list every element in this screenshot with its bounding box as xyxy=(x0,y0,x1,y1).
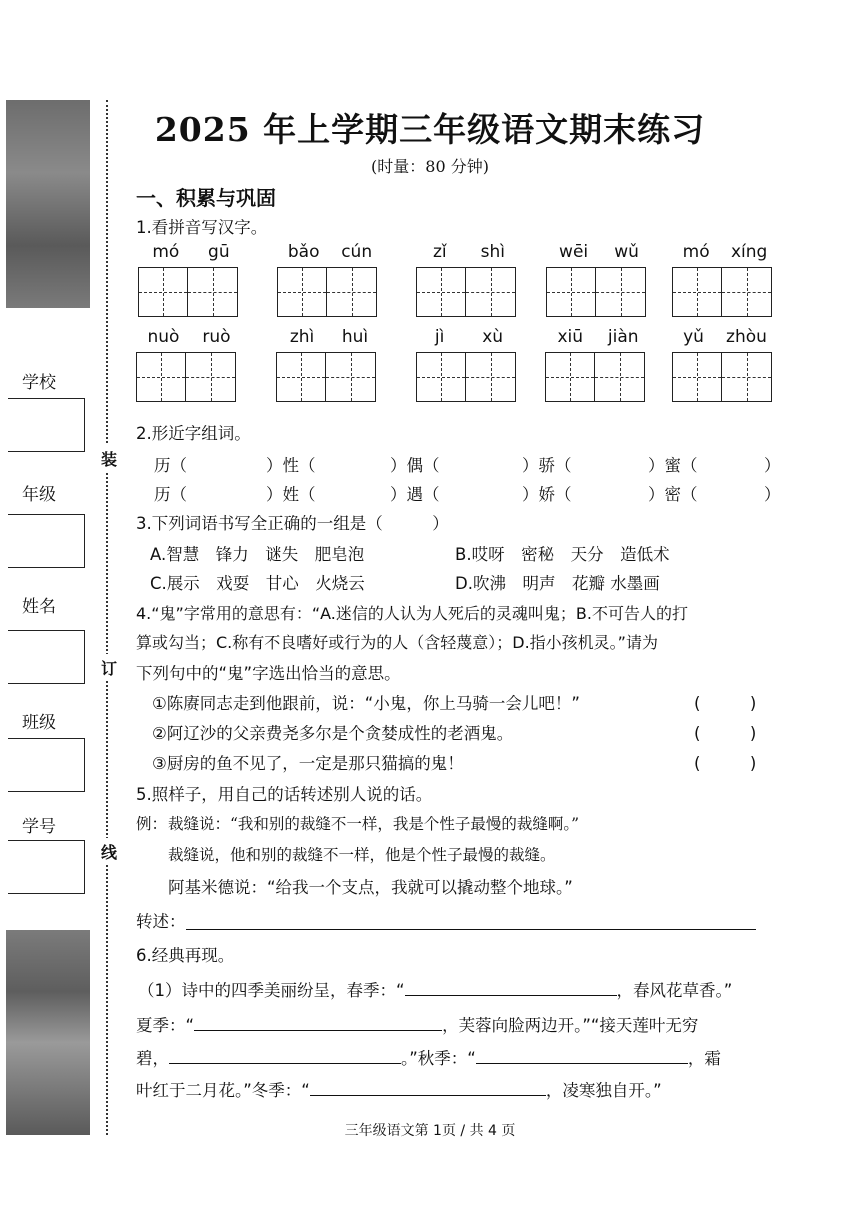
char-cell[interactable] xyxy=(138,267,188,317)
q6-title: 6.经典再现。 xyxy=(136,946,235,965)
exam-duration: (时量：80 分钟) xyxy=(371,157,489,176)
q6-blank-5[interactable] xyxy=(310,1081,546,1096)
pinyin-group-6: nuò ruò xyxy=(136,327,242,402)
char-cell[interactable] xyxy=(416,352,466,402)
name-field[interactable] xyxy=(8,630,85,684)
pinyin-group-5: mó xíng xyxy=(672,242,778,317)
pinyin-group-10: yǔ zhòu xyxy=(672,327,778,402)
q6-blank-2[interactable] xyxy=(194,1016,442,1031)
pinyin-group-7: zhì huì xyxy=(276,327,382,402)
pinyin-group-9: xiū jiàn xyxy=(545,327,651,402)
q4-item-3: ③厨房的鱼不见了，一定是那只猫搞的鬼！ xyxy=(152,754,464,773)
q6-line-1: （1）诗中的四季美丽纷呈，春季：“ ，春风花草香。” xyxy=(138,981,733,1000)
grade-field[interactable] xyxy=(8,514,85,568)
char-cell[interactable] xyxy=(545,352,595,402)
q5-answer-label: 转述： xyxy=(136,912,186,931)
q5-answer-line[interactable] xyxy=(186,929,756,930)
school-label: 学校 xyxy=(22,373,56,393)
class-label: 班级 xyxy=(22,713,56,733)
char-cell[interactable] xyxy=(188,267,238,317)
binding-texture-bottom xyxy=(6,930,90,1135)
q3-option-a[interactable]: A.智慧 锋力 谜失 肥皂泡 xyxy=(150,545,365,564)
char-cell[interactable] xyxy=(186,352,236,402)
name-label: 姓名 xyxy=(22,597,56,617)
q5-example-2: 裁缝说，他和别的裁缝不一样，他是个性子最慢的裁缝。 xyxy=(168,846,556,864)
q5-task: 阿基米德说：“给我一个支点，我就可以撬动整个地球。” xyxy=(168,878,573,897)
class-field[interactable] xyxy=(8,738,85,792)
q4-item-1: ①陈赓同志走到他跟前，说：“小鬼，你上马骑一会儿吧！” xyxy=(152,694,580,713)
student-id-field[interactable] xyxy=(8,840,85,894)
char-cell[interactable] xyxy=(136,352,186,402)
q3-option-b[interactable]: B.哎呀 密秘 天分 造低术 xyxy=(455,545,670,564)
char-cell[interactable] xyxy=(596,267,646,317)
q4-answer-3[interactable]: ( ) xyxy=(694,754,757,773)
school-field[interactable] xyxy=(8,398,85,452)
binding-char-zhuang: 装 xyxy=(101,445,117,472)
binding-dotted-line xyxy=(106,100,108,1135)
page-footer: 三年级语文第 1页 / 共 4 页 xyxy=(344,1123,516,1139)
q1-title: 1.看拼音写汉字。 xyxy=(136,218,268,237)
char-cell[interactable] xyxy=(595,352,645,402)
char-cell[interactable] xyxy=(546,267,596,317)
pinyin-group-8: jì xù xyxy=(416,327,522,402)
char-cell[interactable] xyxy=(722,352,772,402)
q4-line-3: 下列句中的“鬼”字选出恰当的意思。 xyxy=(136,664,401,683)
q3-option-d[interactable]: D.吹沸 明声 花瓣 水墨画 xyxy=(455,574,660,593)
q5-example-1: 裁缝说：“我和别的裁缝不一样，我是个性子最慢的裁缝啊。” xyxy=(168,815,580,833)
q6-blank-3[interactable] xyxy=(169,1049,401,1064)
binding-char-ding: 订 xyxy=(101,654,117,681)
q6-line-2: 夏季：“ ，芙蓉向脸两边开。”“接天莲叶无穷 xyxy=(136,1016,699,1035)
pinyin-group-2: bǎo cún xyxy=(277,242,383,317)
q4-item-2: ②阿辽沙的父亲费尧多尔是个贪婪成性的老酒鬼。 xyxy=(152,724,514,743)
char-cell[interactable] xyxy=(416,267,466,317)
q2-title: 2.形近字组词。 xyxy=(136,424,251,443)
char-cell[interactable] xyxy=(672,267,722,317)
q3-option-c[interactable]: C.展示 戏耍 甘心 火烧云 xyxy=(150,574,365,593)
q6-line-3: 碧， 。”秋季：“ ，霜 xyxy=(136,1049,721,1068)
q4-answer-2[interactable]: ( ) xyxy=(694,724,757,743)
char-cell[interactable] xyxy=(277,267,327,317)
char-cell[interactable] xyxy=(466,267,516,317)
char-cell[interactable] xyxy=(276,352,326,402)
q4-line-1: 4.“鬼”字常用的意思有：“A.迷信的人认为人死后的灵魂叫鬼；B.不可告人的打 xyxy=(136,604,688,623)
grade-label: 年级 xyxy=(22,485,56,505)
q6-blank-4[interactable] xyxy=(476,1049,688,1064)
q6-blank-1[interactable] xyxy=(405,981,617,996)
pinyin-group-1: mó gū xyxy=(138,242,244,317)
pinyin-group-3: zǐ shì xyxy=(416,242,522,317)
q5-example-label: 例： xyxy=(136,815,168,833)
q6-line-4: 叶红于二月花。”冬季：“ ，凌寒独自开。” xyxy=(136,1081,662,1100)
char-cell[interactable] xyxy=(672,352,722,402)
q3-title: 3.下列词语书写全正确的一组是（ ） xyxy=(136,514,449,533)
page-title: 2025 年上学期三年级语文期末练习 xyxy=(154,110,706,149)
q5-title: 5.照样子，用自己的话转述别人说的话。 xyxy=(136,785,433,804)
student-id-label: 学号 xyxy=(22,817,56,837)
char-cell[interactable] xyxy=(327,267,377,317)
char-cell[interactable] xyxy=(466,352,516,402)
section-heading: 一、积累与巩固 xyxy=(136,186,276,210)
q4-answer-1[interactable]: ( ) xyxy=(694,694,757,713)
binding-char-xian: 线 xyxy=(101,838,117,865)
q4-line-2: 算或勾当；C.称有不良嗜好或行为的人（含轻蔑意）；D.指小孩机灵。”请为 xyxy=(136,633,658,652)
char-cell[interactable] xyxy=(722,267,772,317)
pinyin-group-4: wēi wǔ xyxy=(546,242,652,317)
char-cell[interactable] xyxy=(326,352,376,402)
